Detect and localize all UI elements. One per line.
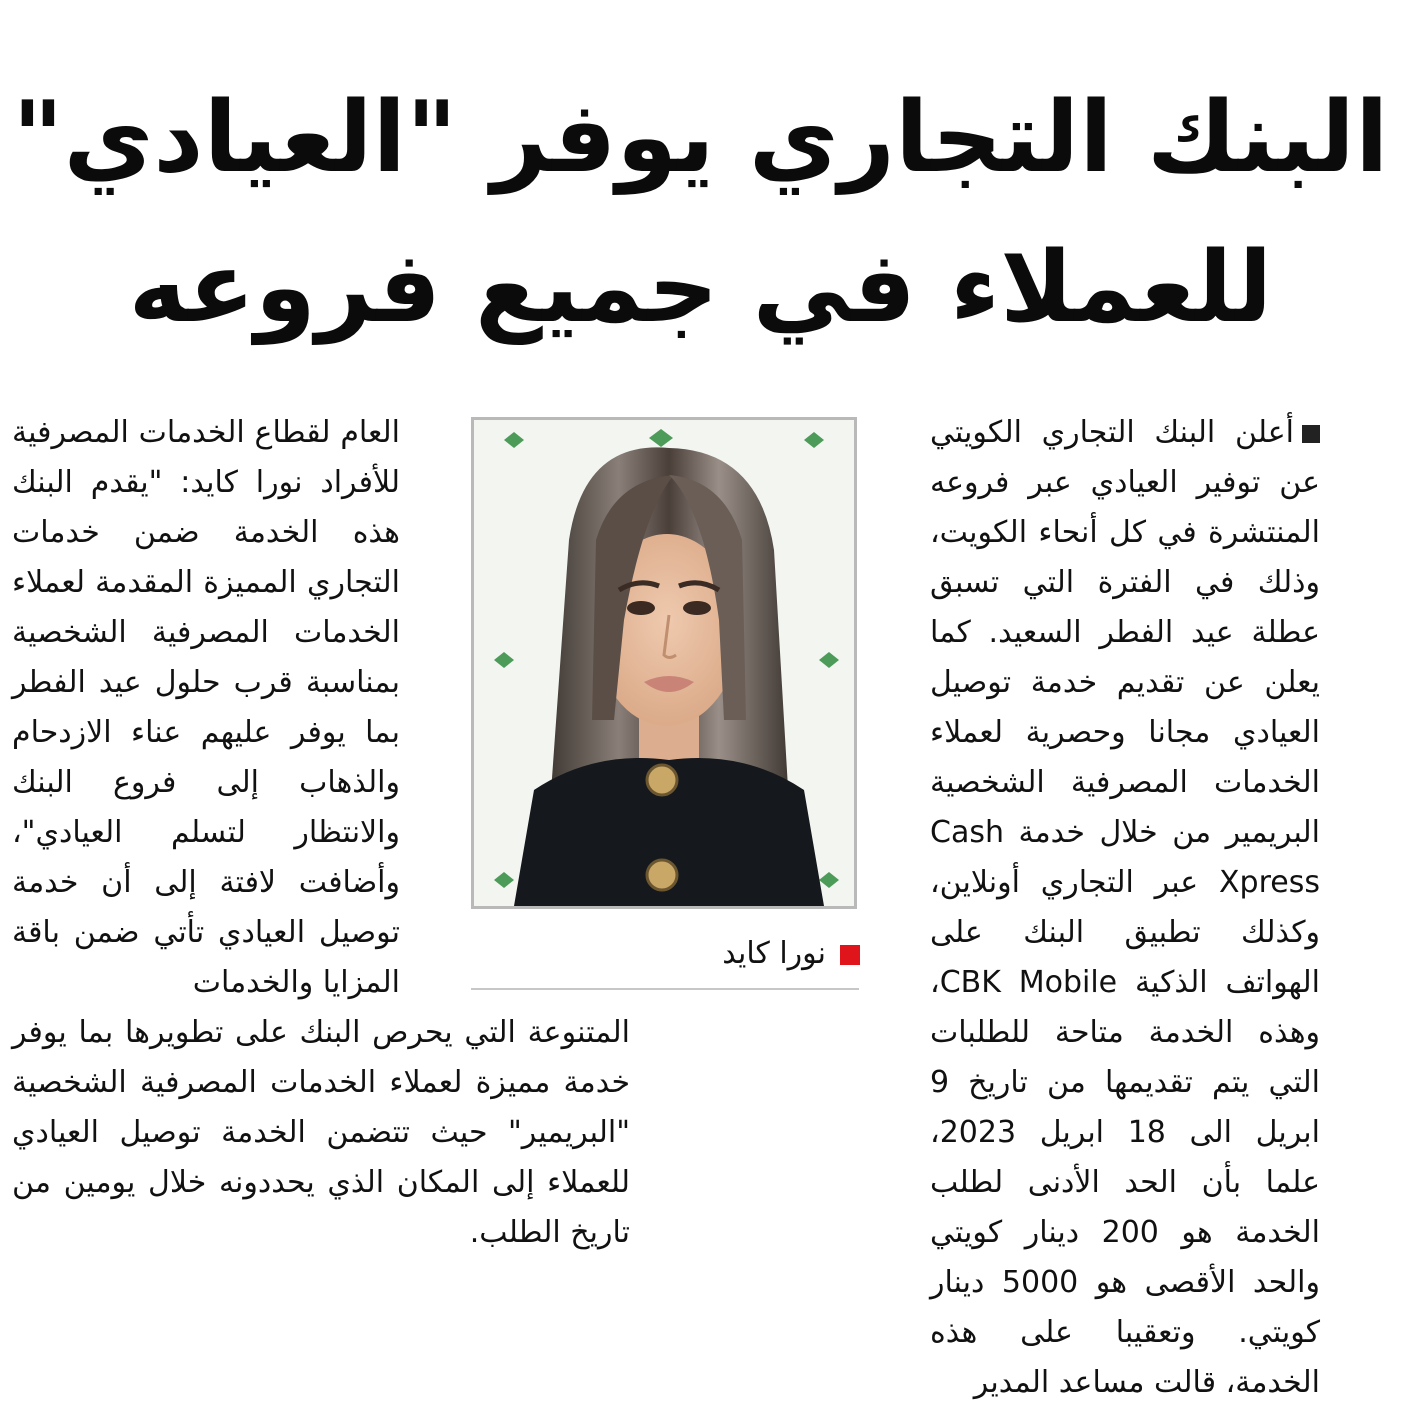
photo-caption-text: نورا كايد bbox=[722, 936, 826, 971]
article-column-right bbox=[930, 408, 1320, 1408]
article-text-left: العام لقطاع الخدمات المصرفية للأفراد نورا كايد: "يقدم البنك هذه الخدمة ضمن خدمات التجاري المميزة المقدمة لعملاء الخدمات المصرفية الشخصية بمناسبة قرب حلول عيد الفطر بما يوفر عليهم عناء الازدحام والذهاب إلى فروع البنك والانتظار لتسلم العيادي"، وأضافت لافتة إلى أن خدمة توصيل العيادي تأتي ضمن باقة المزايا والخدمات bbox=[12, 415, 400, 1000]
caption-marker-icon bbox=[840, 945, 860, 965]
article-text-right: أعلن البنك التجاري الكويتي عن توفير العيادي عبر فروعه المنتشرة في كل أنحاء الكويت، وذلك في الفترة التي تسبق عطلة عيد الفطر السعيد. كما يعلن عن تقديم خدمة توصيل العيادي مجانا وحصرية لعملاء الخدمات المصرفية الشخصية البريمير من خلال خدمة Cash Xpress عبر التجاري أونلاين، وكذلك تطبيق البنك على الهواتف الذكية CBK Mobile، وهذه الخدمة متاحة للطلبات التي يتم تقديمها من تاريخ 9 ابريل الى 18 ابريل 2023، علما بأن الحد الأدنى لطلب الخدمة هو 200 دينار كويتي والحد الأقصى هو 5000 دينار كويتي. وتعقيبا على هذه الخدمة، قالت مساعد المدير bbox=[930, 415, 1320, 1400]
photo-caption bbox=[690, 936, 860, 972]
headline-line-2: للعملاء في جميع فروعه bbox=[128, 231, 1273, 345]
portrait-illustration bbox=[474, 420, 854, 906]
article-text-bottom-left: المتنوعة التي يحرص البنك على تطويرها بما يوفر خدمة مميزة لعملاء الخدمات المصرفية الشخصية "البريمير" حيث تتضمن الخدمة توصيل العيادي للعملاء إلى المكان الذي يحددونه خلال يومين من تاريخ الطلب. bbox=[12, 1015, 630, 1250]
article-column-bottom-left bbox=[12, 1008, 630, 1258]
article-column-left bbox=[12, 408, 400, 1008]
portrait-photo bbox=[471, 417, 857, 909]
paragraph-bullet-icon bbox=[1302, 425, 1320, 443]
headline-line-1: البنك التجاري يوفر "العيادي" bbox=[12, 81, 1389, 195]
caption-divider bbox=[471, 988, 859, 990]
